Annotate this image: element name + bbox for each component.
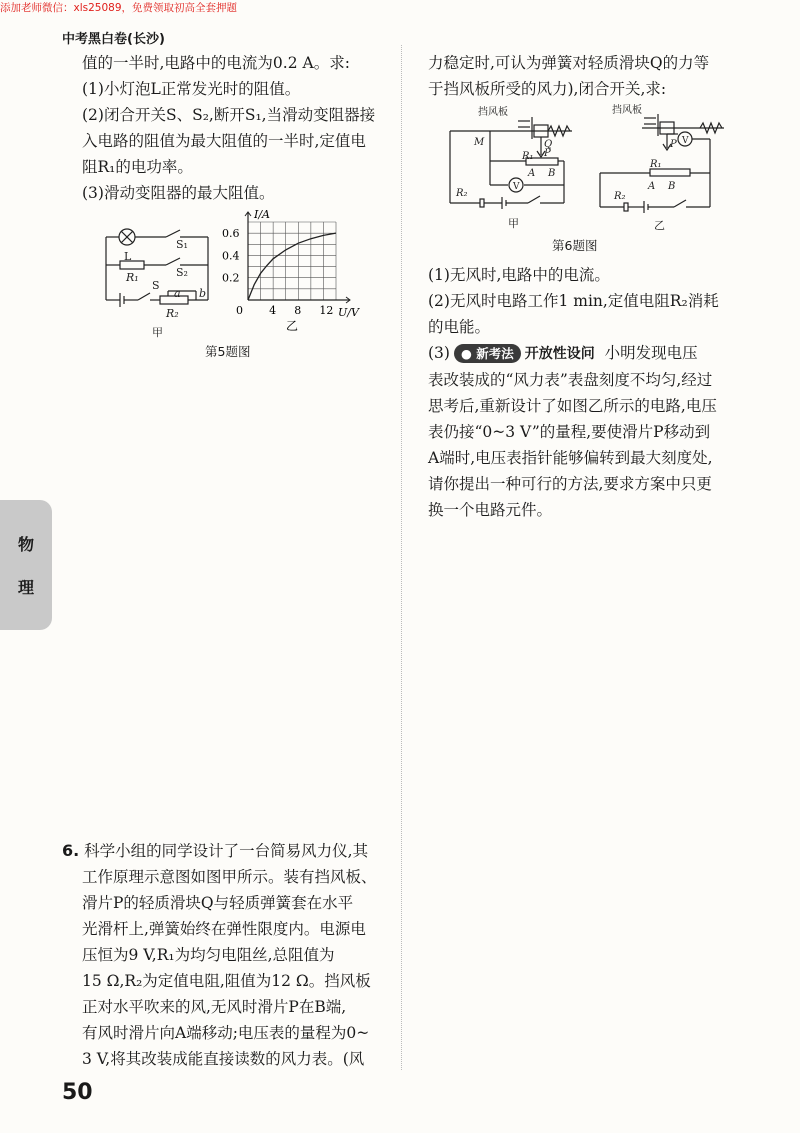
q6-continued xyxy=(428,50,709,102)
chart-y-tick-label: 0.4 xyxy=(222,249,240,263)
q6-sub3-line: 请你提出一种可行的方法,要求方案中只更 xyxy=(428,475,712,493)
board-label: 挡风板 xyxy=(612,105,642,116)
side-tab-char: 物 xyxy=(17,535,34,554)
column-divider xyxy=(401,45,402,1070)
chart-y-tick-label: 0.2 xyxy=(222,271,240,285)
side-tab-char: 理 xyxy=(17,578,34,597)
lamp-label: L xyxy=(124,250,132,263)
r2-label: R₂ xyxy=(614,191,626,202)
q6-line: 工作原理示意图如图甲所示。装有挡风板、 xyxy=(82,868,377,886)
q6-subquestions xyxy=(428,262,719,523)
p-label: P xyxy=(670,139,677,150)
b-label: b xyxy=(199,287,207,300)
q6-line: 正对水平吹来的风,无风时滑片P在B端, xyxy=(82,998,347,1016)
watermark-text: 添加老师微信：xls25089，免费领取初高全套押题 xyxy=(0,2,238,14)
a-label: A xyxy=(528,168,536,179)
s2-label: S₂ xyxy=(176,266,188,279)
q6-line: 科学小组的同学设计了一台简易风力仪,其 xyxy=(84,842,369,860)
chart-y-axis-label: I/A xyxy=(254,208,270,221)
q6-sub3-line: 换一个电路元件。 xyxy=(428,501,553,519)
p-label: P xyxy=(544,148,551,159)
q5-line: (2)闭合开关S、S₂,断开S₁,当滑动变阻器接 xyxy=(82,106,376,124)
q5-circuit-diagram xyxy=(96,215,216,340)
q5-line: (1)小灯泡L正常发光时的阻值。 xyxy=(82,80,301,98)
new-method-badge xyxy=(454,344,521,363)
a-label: A xyxy=(648,181,656,192)
q5-line: 入电路的阻值为最大阻值的一半时,定值电 xyxy=(82,132,366,150)
r1-label: R₁ xyxy=(522,151,534,162)
chart-grid xyxy=(248,222,336,300)
r2-label: R₂ xyxy=(166,307,179,320)
r2-label: R₂ xyxy=(456,188,468,199)
board-label: 挡风板 xyxy=(478,107,508,118)
q-label: Q xyxy=(544,139,553,150)
q5-line: 阻R₁的电功率。 xyxy=(82,158,193,176)
open-question-label: 开放性设问 xyxy=(524,346,595,362)
chart-x-axis-label: U/V xyxy=(338,306,359,319)
q6-number: 6. xyxy=(62,841,80,860)
s1-label: S₁ xyxy=(176,238,188,251)
chart-yi-label: 乙 xyxy=(286,319,299,333)
chart-x-tick-label: 4 xyxy=(269,304,277,317)
q6-line: 压恒为9 V,R₁为均匀电阻丝,总阻值为 xyxy=(82,946,335,964)
r1-label: R₁ xyxy=(126,271,139,284)
q6-line: 3 V,将其改装成能直接读数的风力表。(风 xyxy=(82,1050,365,1068)
figure-yi-label: 乙 xyxy=(654,219,665,232)
chart-y-tick-label: 0.6 xyxy=(222,227,240,241)
chart-x-tick-label: 12 xyxy=(319,304,334,317)
q5-caption: 第5题图 xyxy=(205,344,251,359)
q6-line: 光滑杆上,弹簧始终在弹性限度内。电源电 xyxy=(82,920,366,938)
q6-line: 有风时滑片向A端移动;电压表的量程为0~ xyxy=(82,1024,370,1042)
m-label: M xyxy=(474,137,485,148)
q6-sub3-prefix: (3) xyxy=(428,344,450,362)
book-title: 中考黑白卷(长沙) xyxy=(62,32,165,47)
lightbulb-icon: ● xyxy=(460,346,472,361)
q6-line: 15 Ω,R₂为定值电阻,阻值为12 Ω。挡风板 xyxy=(82,972,371,990)
badge-text: 新考法 xyxy=(476,346,514,361)
q6-figure-yi xyxy=(592,103,732,233)
q5-line: 值的一半时,电路中的电流为0.2 A。求: xyxy=(82,54,350,72)
q6-line: 滑片P的轻质滑块Q与轻质弹簧套在水平 xyxy=(82,894,354,912)
q5-iu-chart xyxy=(220,208,370,338)
q5-line: (3)滑动变阻器的最大阻值。 xyxy=(82,184,275,202)
circuit-jia-label: 甲 xyxy=(152,326,163,339)
q6-figure-jia xyxy=(440,103,580,233)
q5-text xyxy=(82,50,375,206)
voltmeter-label: V xyxy=(682,136,689,146)
q6-sub3-line: 表改装成的“风力表”表盘刻度不均匀,经过 xyxy=(428,371,713,389)
q6-caption: 第6题图 xyxy=(552,238,598,253)
subject-side-tab xyxy=(0,500,52,630)
chart-x-tick-label: 0 xyxy=(236,304,243,317)
b-label: B xyxy=(548,168,556,179)
a-label: a xyxy=(174,287,181,300)
b-label: B xyxy=(668,181,676,192)
q6-sub2-line: 的电能。 xyxy=(428,318,491,336)
chart-x-tick-label: 8 xyxy=(294,304,302,317)
q6-sub2-line: (2)无风时电路工作1 min,定值电阻R₂消耗 xyxy=(428,292,719,310)
q6-sub3-line: 表仍接“0~3 V”的量程,要使滑片P移动到 xyxy=(428,423,711,441)
r1-label: R₁ xyxy=(650,159,662,170)
figure-jia-label: 甲 xyxy=(508,217,519,230)
page-number: 50 xyxy=(62,1080,93,1105)
q6-sub3-line: A端时,电压表指针能够偏转到最大刻度处, xyxy=(428,449,713,467)
q6-right-line: 力稳定时,可认为弹簧对轻质滑块Q的力等 xyxy=(428,54,710,72)
s-label: S xyxy=(152,279,160,292)
q6-text xyxy=(62,838,377,1072)
voltmeter-label: V xyxy=(513,182,520,192)
q6-right-line: 于挡风板所受的风力),闭合开关,求: xyxy=(428,80,667,98)
chart-tick-labels xyxy=(222,227,333,317)
q6-sub1: (1)无风时,电路中的电流。 xyxy=(428,266,610,284)
q6-sub3-line: 思考后,重新设计了如图乙所示的电路,电压 xyxy=(428,397,717,415)
q6-sub3-line: 小明发现电压 xyxy=(604,344,698,362)
